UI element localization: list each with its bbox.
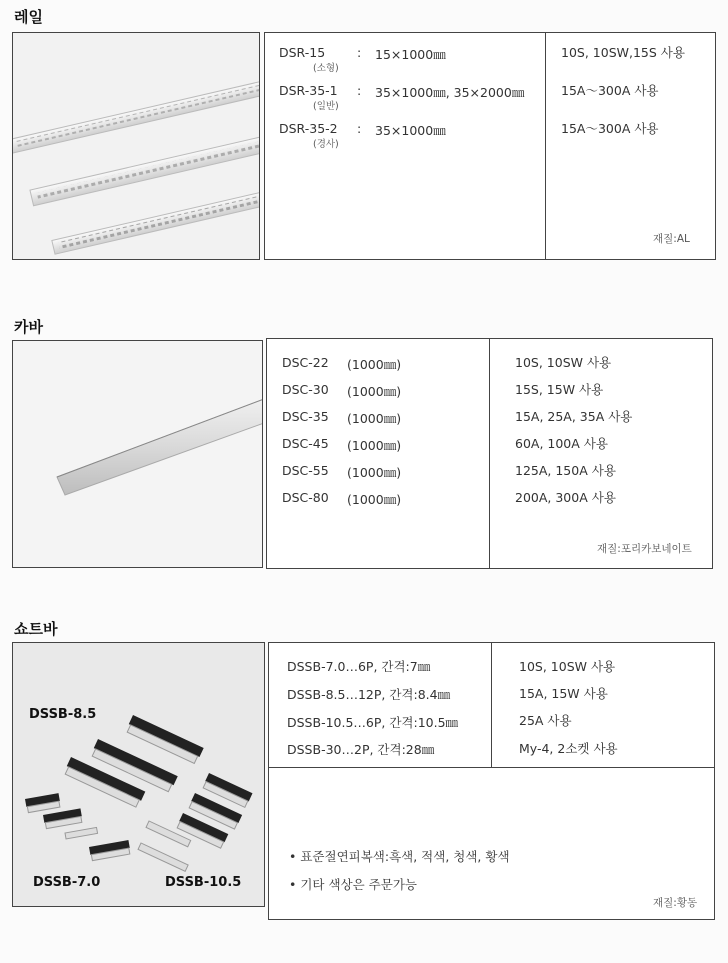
- rail-spec-table: [264, 32, 716, 260]
- shortbar-note: • 표준절연피복색:흑색, 적색, 청색, 황색: [289, 849, 510, 864]
- cover-illustration: [13, 341, 263, 568]
- shortbar-use: 10S, 10SW 사용: [519, 659, 616, 674]
- shortbar-spec: DSSB-7.0…6P, 간격:7㎜: [287, 659, 431, 674]
- cover-size: (1000㎜): [347, 465, 402, 480]
- cover-use: 15S, 15W 사용: [515, 382, 604, 397]
- rail-size: 35×1000㎜, 35×2000㎜: [375, 85, 525, 100]
- cover-spec-table: [266, 338, 713, 569]
- cover-use: 125A, 150A 사용: [515, 463, 616, 478]
- shortbar-use: 15A, 15W 사용: [519, 686, 608, 701]
- rail-colon: :: [357, 45, 362, 60]
- cover-size: (1000㎜): [347, 384, 402, 399]
- shortbar-spec: DSSB-8.5…12P, 간격:8.4㎜: [287, 687, 451, 702]
- rail-note: (경사): [313, 139, 339, 150]
- cover-size: (1000㎜): [347, 492, 402, 507]
- section-title-cover: 카바: [14, 318, 43, 336]
- cover-code: DSC-55: [282, 463, 329, 478]
- cover-code: DSC-45: [282, 436, 329, 451]
- section-title-rail: 레일: [14, 8, 43, 26]
- rail-illustration: [13, 33, 260, 260]
- cover-code: DSC-22: [282, 355, 329, 370]
- shortbar-use: My-4, 2소켓 사용: [519, 741, 618, 756]
- rail-material: 재질:AL: [653, 233, 690, 245]
- shortbar-label-7-0: DSSB-7.0: [33, 875, 101, 890]
- shortbar-label-8-5: DSSB-8.5: [29, 707, 97, 722]
- rail-product-image: [12, 32, 260, 260]
- rail-use: 10S, 10SW,15S 사용: [561, 45, 685, 60]
- cover-code: DSC-35: [282, 409, 329, 424]
- rail-colon: :: [357, 121, 362, 136]
- shortbar-spec-table: [268, 642, 715, 920]
- rail-colon: :: [357, 83, 362, 98]
- cover-size: (1000㎜): [347, 438, 402, 453]
- rail-use: 15A～300A 사용: [561, 121, 659, 136]
- shortbar-product-image: [12, 642, 265, 907]
- shortbar-note: • 기타 색상은 주문가능: [289, 877, 417, 892]
- shortbar-illustration: [13, 643, 265, 907]
- shortbar-spec: DSSB-30…2P, 간격:28㎜: [287, 742, 435, 757]
- rail-code: DSR-35-1: [279, 83, 338, 98]
- rail-size: 35×1000㎜: [375, 123, 446, 138]
- cover-use: 200A, 300A 사용: [515, 490, 616, 505]
- shortbar-label-10-5: DSSB-10.5: [165, 875, 242, 890]
- cover-size: (1000㎜): [347, 411, 402, 426]
- cover-code: DSC-80: [282, 490, 329, 505]
- rail-code: DSR-35-2: [279, 121, 338, 136]
- cover-material: 재질:포리카보네이트: [597, 543, 692, 555]
- cover-use: 10S, 10SW 사용: [515, 355, 612, 370]
- rail-code: DSR-15: [279, 45, 326, 60]
- cover-size: (1000㎜): [347, 357, 402, 372]
- rail-note: (소형): [313, 63, 339, 74]
- cover-code: DSC-30: [282, 382, 329, 397]
- cover-use: 15A, 25A, 35A 사용: [515, 409, 633, 424]
- rail-size: 15×1000㎜: [375, 47, 446, 62]
- shortbar-use: 25A 사용: [519, 713, 572, 728]
- rail-use: 15A～300A 사용: [561, 83, 659, 98]
- section-title-shortbar: 쇼트바: [14, 620, 58, 638]
- shortbar-spec: DSSB-10.5…6P, 간격:10.5㎜: [287, 715, 459, 730]
- rail-note: (일반): [313, 101, 339, 112]
- cover-use: 60A, 100A 사용: [515, 436, 608, 451]
- shortbar-material: 재질:황동: [653, 897, 698, 909]
- cover-product-image: [12, 340, 263, 568]
